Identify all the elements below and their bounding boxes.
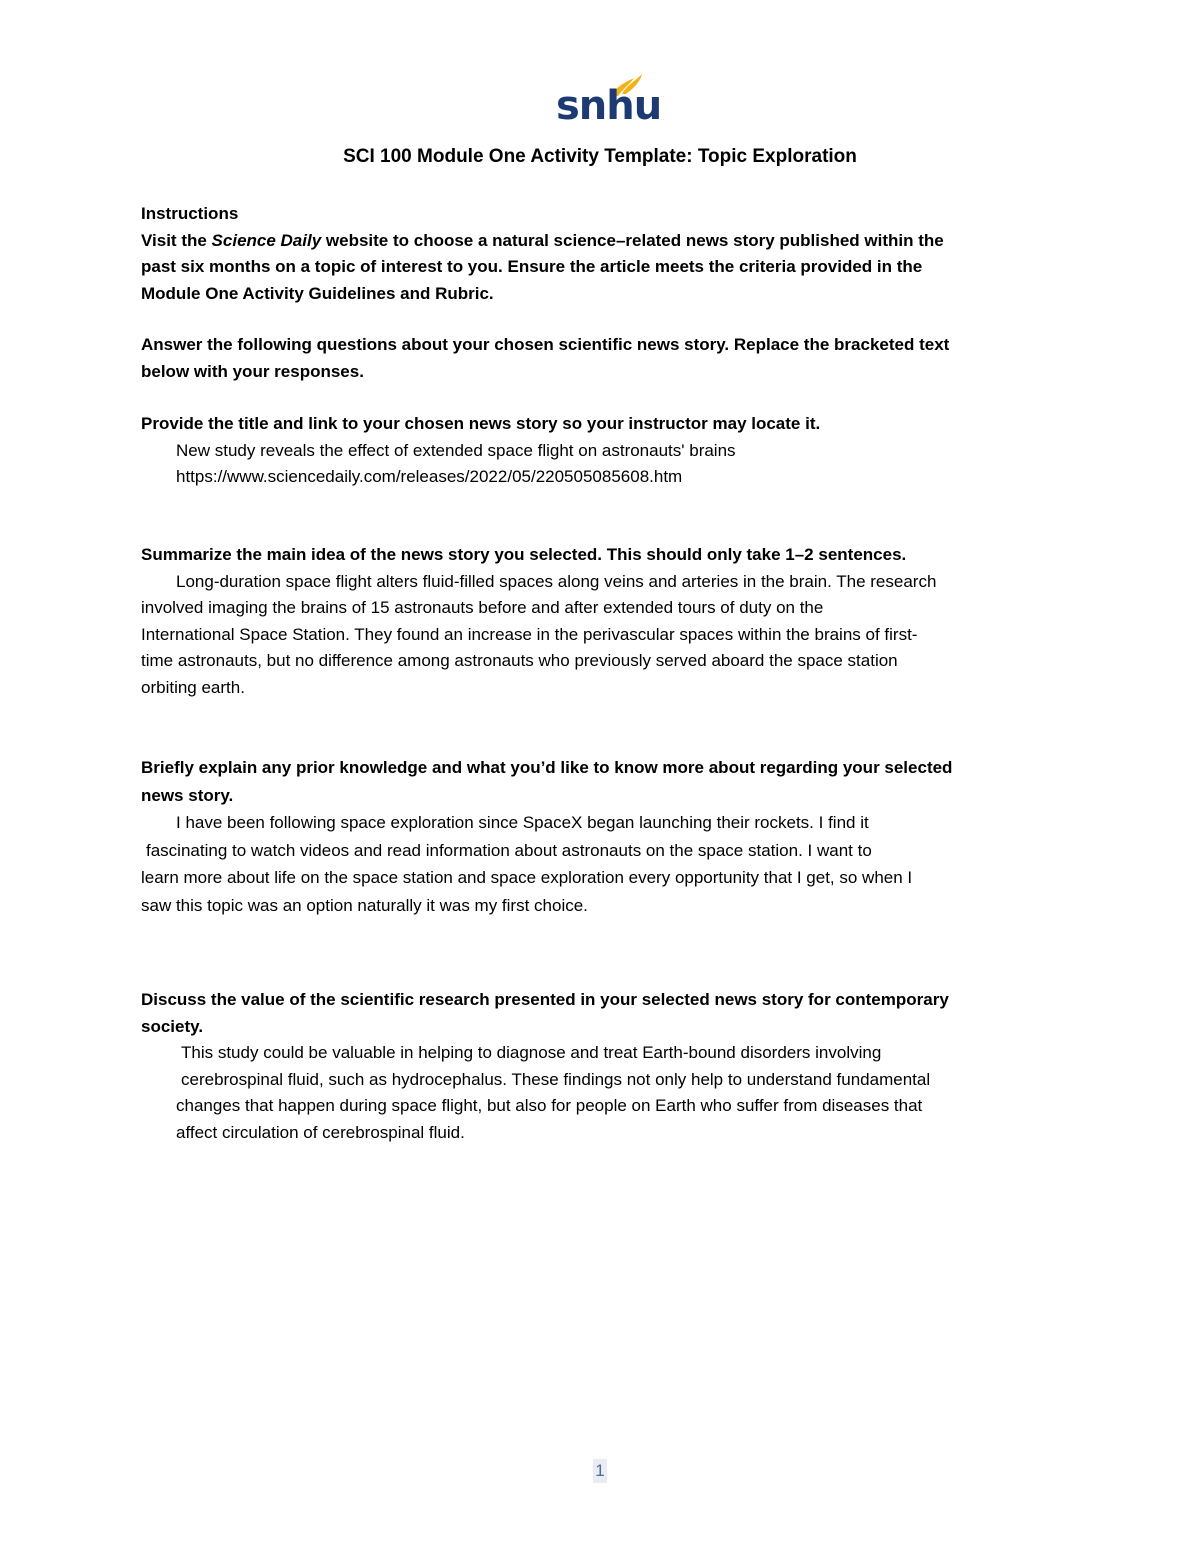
question-3-text-line-2: news story. — [141, 785, 234, 805]
answer-2-line: International Space Station. They found an increase in the perivascular spaces within the brains of first- — [141, 624, 918, 644]
question-2-section — [141, 542, 1071, 701]
instructions-heading: Instructions — [141, 204, 239, 223]
answer-3-line: I have been following space exploration since SpaceX began launching their rockets. I find it — [176, 813, 869, 832]
question-3-section — [141, 754, 1071, 919]
instructions-line-2: past six months on a topic of interest to you. Ensure the article meets the criteria provided in the — [141, 257, 923, 276]
question-2-text: Summarize the main idea of the news story you selected. This should only take 1–2 sentences. — [141, 545, 907, 564]
question-4-text-line-1: Discuss the value of the scientific research presented in your selected news story for contemporary — [141, 990, 949, 1009]
science-daily-name: Science Daily — [211, 230, 322, 250]
answer-1-title: New study reveals the effect of extended space flight on astronauts' brains — [176, 440, 736, 460]
document-title: SCI 100 Module One Activity Template: Topic Exploration — [343, 146, 857, 167]
answer-2-line: orbiting earth. — [141, 677, 245, 697]
answer-intro — [141, 332, 1071, 385]
answer-4-line: changes that happen during space flight, but also for people on Earth who suffer from diseases that — [176, 1096, 923, 1115]
question-3-text-line-1: Briefly explain any prior knowledge and what you’d like to know more about regarding your selected — [141, 758, 953, 777]
answer-1-link[interactable]: https://www.sciencedaily.com/releases/2022/05/220505085608.htm — [176, 467, 683, 486]
instructions-line-1: Visit the Science Daily website to choose a natural science–related news story published within the — [141, 230, 944, 250]
answer-2-line: involved imaging the brains of 15 astronauts before and after extended tours of duty on the — [141, 598, 824, 617]
answer-3-line: fascinating to watch videos and read information about astronauts on the space station. I want to — [146, 840, 872, 860]
instructions-section — [141, 201, 1071, 307]
logo-text: snhu — [556, 83, 662, 129]
page-number: 1 — [593, 1459, 607, 1483]
answer-2-line: time astronauts, but no difference among astronauts who previously served aboard the space station — [141, 651, 898, 670]
question-4-text-line-2: society. — [141, 1016, 204, 1036]
answer-4-line: cerebrospinal fluid, such as hydrocephalus. These findings not only help to understand fundamental — [181, 1069, 931, 1089]
answer-intro-line-1: Answer the following questions about your chosen scientific news story. Replace the bracketed text — [141, 335, 950, 354]
answer-3-line: saw this topic was an option naturally it was my first choice. — [141, 895, 588, 915]
answer-4-line: affect circulation of cerebrospinal fluid. — [176, 1122, 465, 1142]
question-1-section — [141, 411, 1071, 491]
answer-3-line: learn more about life on the space station and space exploration every opportunity that I get, so when I — [141, 868, 913, 887]
answer-2-line: Long-duration space flight alters fluid-filled spaces along veins and arteries in the brain. The research — [176, 571, 937, 591]
question-4-section — [141, 987, 1071, 1146]
question-1-text: Provide the title and link to your chosen news story so your instructor may locate it. — [141, 414, 821, 433]
answer-4-line: This study could be valuable in helping to diagnose and treat Earth-bound disorders involving — [181, 1043, 882, 1062]
snhu-logo — [556, 72, 662, 132]
answer-intro-line-2: below with your responses. — [141, 361, 364, 381]
instructions-line-3: Module One Activity Guidelines and Rubric. — [141, 283, 494, 303]
